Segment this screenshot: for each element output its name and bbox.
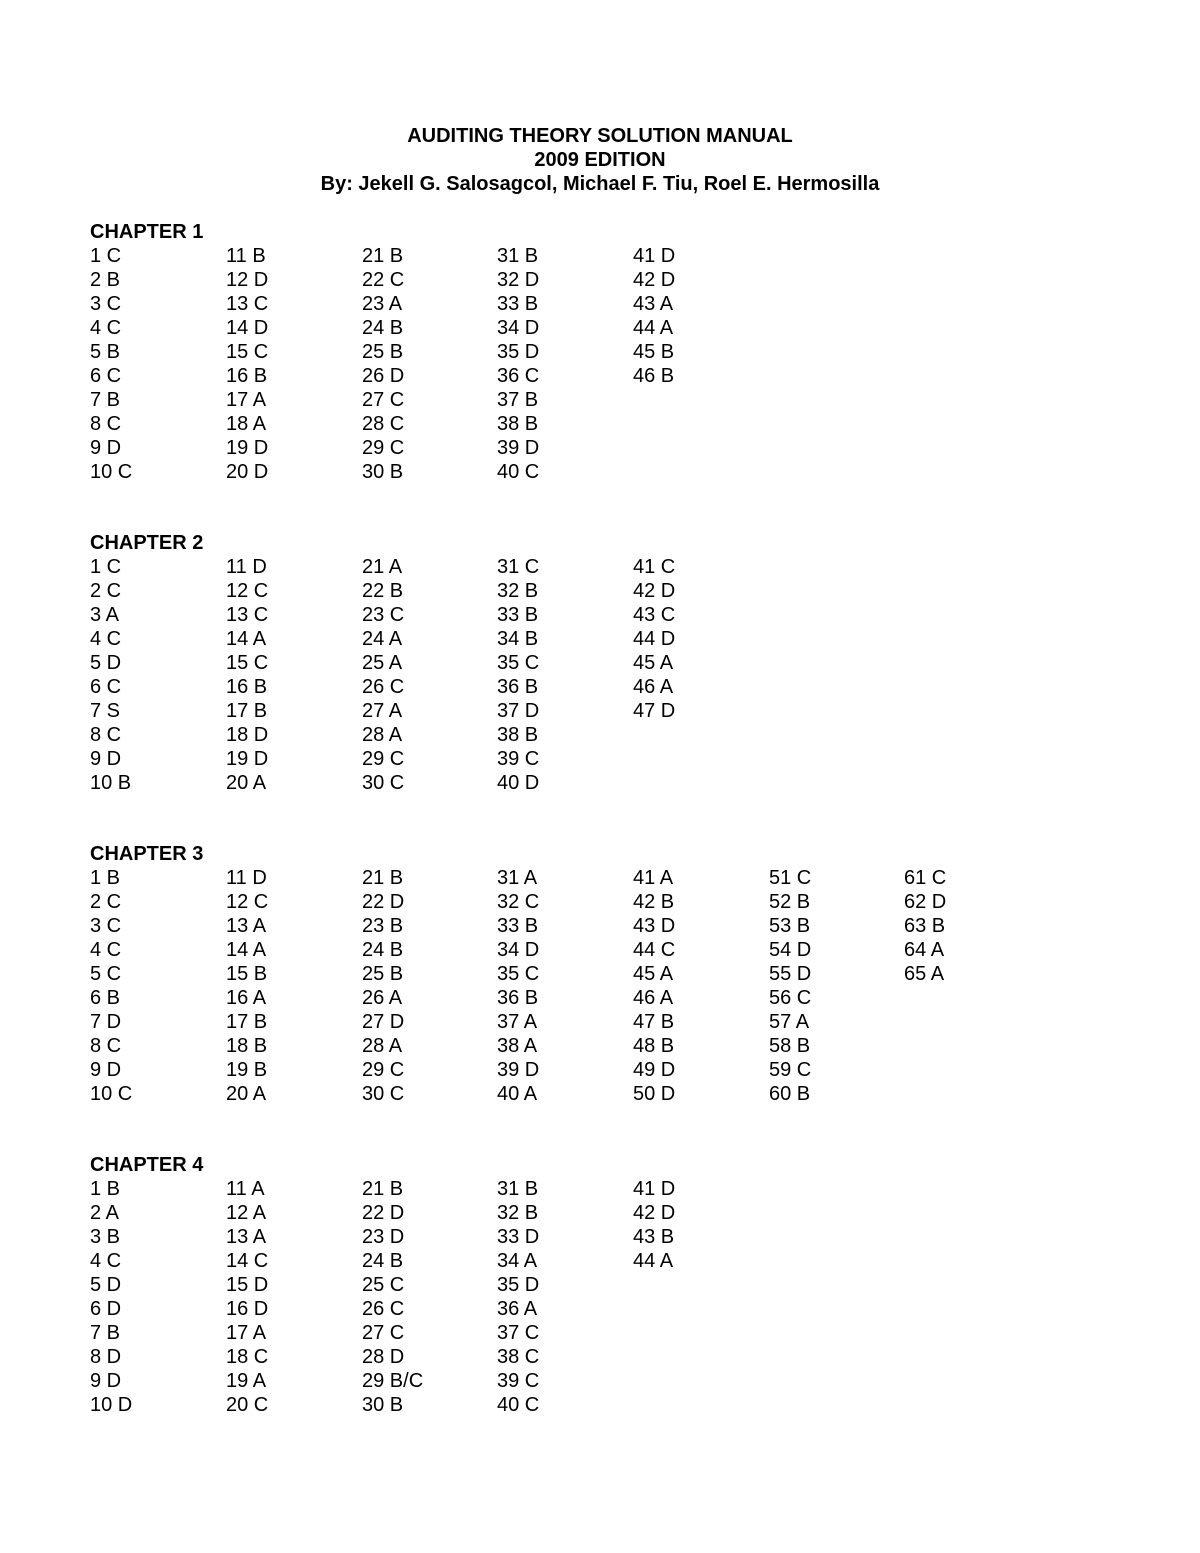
answer-entry: 11 B	[226, 245, 266, 267]
answer-entry: 1 B	[90, 1178, 121, 1200]
answer-entry: 33 D	[497, 1226, 540, 1248]
answer-entry: 16 D	[226, 1298, 269, 1320]
answer-entry: 35 D	[497, 341, 540, 363]
answer-entry: 32 D	[497, 269, 540, 291]
answer-entry: 22 B	[362, 580, 404, 602]
answer-entry: 30 B	[362, 461, 404, 483]
answer-entry: 18 A	[226, 413, 267, 435]
answer-entry: 11 D	[226, 556, 267, 578]
answer-entry: 15 D	[226, 1274, 269, 1296]
answer-entry: 16 A	[226, 987, 267, 1009]
answer-columns	[90, 555, 676, 795]
answer-entry: 7 B	[90, 1322, 121, 1344]
answer-entry: 41 A	[633, 867, 674, 889]
answer-entry: 35 D	[497, 1274, 540, 1296]
answer-entry: 31 B	[497, 1178, 539, 1200]
answer-entry: 35 C	[497, 652, 540, 674]
answer-column	[362, 244, 482, 484]
answer-entry: 31 C	[497, 556, 540, 578]
answer-entry: 45 B	[633, 341, 675, 363]
answer-column	[633, 1177, 753, 1273]
answer-entry: 24 B	[362, 939, 404, 961]
answer-entry: 30 C	[362, 1083, 405, 1105]
answer-entry: 10 C	[90, 1083, 133, 1105]
answer-entry: 8 C	[90, 413, 122, 435]
answer-entry: 43 C	[633, 604, 676, 626]
answer-entry: 56 C	[769, 987, 812, 1009]
answer-entry: 2 C	[90, 580, 122, 602]
answer-entry: 5 D	[90, 652, 122, 674]
answer-column	[633, 244, 753, 388]
answer-entry: 36 B	[497, 987, 539, 1009]
answer-entry: 19 D	[226, 748, 269, 770]
answer-entry: 43 B	[633, 1226, 675, 1248]
chapter-block	[90, 531, 676, 795]
answer-entry: 26 C	[362, 1298, 405, 1320]
answer-entry: 49 D	[633, 1059, 676, 1081]
answer-entry: 22 C	[362, 269, 405, 291]
answer-entry: 14 A	[226, 939, 267, 961]
answer-entry: 50 D	[633, 1083, 676, 1105]
answer-entry: 12 C	[226, 580, 269, 602]
answer-entry: 30 C	[362, 772, 405, 794]
answer-entry: 48 B	[633, 1035, 675, 1057]
answer-entry: 28 C	[362, 413, 405, 435]
answer-column	[90, 866, 210, 1106]
chapter-title: CHAPTER 2	[90, 532, 204, 554]
answer-entry: 24 B	[362, 1250, 404, 1272]
answer-entry: 17 A	[226, 389, 267, 411]
answer-entry: 27 C	[362, 389, 405, 411]
answer-entry: 13 A	[226, 1226, 267, 1248]
answer-entry: 45 A	[633, 963, 674, 985]
answer-entry: 65 A	[904, 963, 945, 985]
answer-entry: 10 B	[90, 772, 132, 794]
answer-entry: 13 A	[226, 915, 267, 937]
answer-entry: 37 D	[497, 700, 540, 722]
answer-entry: 17 B	[226, 1011, 268, 1033]
answer-entry: 41 C	[633, 556, 676, 578]
answer-entry: 3 C	[90, 293, 122, 315]
answer-entry: 44 A	[633, 317, 674, 339]
answer-entry: 42 D	[633, 1202, 676, 1224]
answer-columns	[90, 244, 676, 484]
answer-entry: 22 D	[362, 891, 405, 913]
answer-column	[226, 244, 346, 484]
answer-entry: 19 B	[226, 1059, 268, 1081]
answer-column	[633, 866, 753, 1106]
chapter-block	[90, 220, 676, 484]
answer-entry: 37 A	[497, 1011, 538, 1033]
answer-entry: 61 C	[904, 867, 947, 889]
answer-entry: 23 C	[362, 604, 405, 626]
answer-entry: 8 C	[90, 724, 122, 746]
answer-entry: 41 D	[633, 1178, 676, 1200]
answer-entry: 34 B	[497, 628, 539, 650]
answer-entry: 52 B	[769, 891, 811, 913]
answer-entry: 23 A	[362, 293, 403, 315]
answer-entry: 26 D	[362, 365, 405, 387]
answer-entry: 62 D	[904, 891, 947, 913]
answer-entry: 42 D	[633, 580, 676, 602]
answer-entry: 17 A	[226, 1322, 267, 1344]
answer-entry: 45 A	[633, 652, 674, 674]
answer-entry: 28 A	[362, 724, 403, 746]
answer-entry: 28 D	[362, 1346, 405, 1368]
chapter-title: CHAPTER 4	[90, 1154, 204, 1176]
answer-entry: 31 A	[497, 867, 538, 889]
answer-entry: 7 D	[90, 1011, 122, 1033]
answer-entry: 42 D	[633, 269, 676, 291]
answer-entry: 55 D	[769, 963, 812, 985]
answer-entry: 36 B	[497, 676, 539, 698]
answer-column	[497, 244, 617, 484]
answer-entry: 19 D	[226, 437, 269, 459]
answer-columns	[90, 866, 947, 1106]
answer-entry: 29 B/C	[362, 1370, 424, 1392]
answer-entry: 54 D	[769, 939, 812, 961]
answer-entry: 60 B	[769, 1083, 811, 1105]
answer-entry: 12 D	[226, 269, 269, 291]
answer-entry: 17 B	[226, 700, 268, 722]
answer-entry: 33 B	[497, 915, 539, 937]
answer-entry: 27 C	[362, 1322, 405, 1344]
answer-entry: 63 B	[904, 915, 946, 937]
answer-column	[90, 555, 210, 795]
answer-entry: 9 D	[90, 748, 122, 770]
answer-entry: 29 C	[362, 748, 405, 770]
answer-entry: 38 A	[497, 1035, 538, 1057]
answer-entry: 38 B	[497, 413, 539, 435]
answer-entry: 25 C	[362, 1274, 405, 1296]
answer-entry: 29 C	[362, 1059, 405, 1081]
answer-entry: 2 C	[90, 891, 122, 913]
answer-entry: 36 C	[497, 365, 540, 387]
answer-entry: 10 D	[90, 1394, 133, 1416]
answer-entry: 38 B	[497, 724, 539, 746]
answer-entry: 4 C	[90, 628, 122, 650]
answer-entry: 5 B	[90, 341, 121, 363]
answer-entry: 33 B	[497, 604, 539, 626]
answer-entry: 16 B	[226, 365, 268, 387]
document-edition: 2009 EDITION	[534, 149, 666, 171]
answer-columns	[90, 1177, 676, 1417]
answer-column	[362, 1177, 482, 1417]
answer-entry: 1 B	[90, 867, 121, 889]
answer-entry: 7 B	[90, 389, 121, 411]
answer-entry: 21 B	[362, 867, 404, 889]
answer-entry: 38 C	[497, 1346, 540, 1368]
answer-entry: 39 C	[497, 748, 540, 770]
answer-entry: 47 B	[633, 1011, 675, 1033]
answer-entry: 5 D	[90, 1274, 122, 1296]
answer-entry: 12 A	[226, 1202, 267, 1224]
answer-column	[362, 866, 482, 1106]
answer-entry: 25 A	[362, 652, 403, 674]
answer-entry: 47 D	[633, 700, 676, 722]
answer-entry: 3 B	[90, 1226, 121, 1248]
answer-entry: 13 C	[226, 293, 269, 315]
answer-entry: 31 B	[497, 245, 539, 267]
answer-entry: 40 A	[497, 1083, 538, 1105]
answer-entry: 3 A	[90, 604, 119, 626]
answer-entry: 32 B	[497, 580, 539, 602]
answer-entry: 37 C	[497, 1322, 540, 1344]
chapter-block	[90, 842, 947, 1106]
answer-entry: 40 D	[497, 772, 540, 794]
answer-column	[90, 244, 210, 484]
answer-entry: 22 D	[362, 1202, 405, 1224]
answer-entry: 18 C	[226, 1346, 269, 1368]
answer-column	[497, 866, 617, 1106]
answer-entry: 25 B	[362, 963, 404, 985]
answer-entry: 30 B	[362, 1394, 404, 1416]
answer-entry: 53 B	[769, 915, 811, 937]
answer-entry: 41 D	[633, 245, 676, 267]
answer-entry: 39 D	[497, 1059, 540, 1081]
answer-column	[497, 555, 617, 795]
answer-entry: 44 D	[633, 628, 676, 650]
answer-column	[633, 555, 753, 723]
answer-entry: 20 A	[226, 772, 267, 794]
answer-entry: 6 D	[90, 1298, 122, 1320]
answer-column	[497, 1177, 617, 1417]
answer-column	[226, 555, 346, 795]
answer-entry: 24 B	[362, 317, 404, 339]
answer-entry: 2 B	[90, 269, 121, 291]
answer-entry: 23 B	[362, 915, 404, 937]
answer-entry: 2 A	[90, 1202, 119, 1224]
answer-entry: 15 C	[226, 652, 269, 674]
answer-column	[769, 866, 889, 1106]
answer-entry: 36 A	[497, 1298, 538, 1320]
answer-entry: 18 D	[226, 724, 269, 746]
answer-column	[226, 1177, 346, 1417]
answer-entry: 11 D	[226, 867, 267, 889]
answer-entry: 33 B	[497, 293, 539, 315]
answer-entry: 15 C	[226, 341, 269, 363]
answer-entry: 4 C	[90, 939, 122, 961]
answer-entry: 46 B	[633, 365, 675, 387]
answer-entry: 40 C	[497, 1394, 540, 1416]
answer-entry: 19 A	[226, 1370, 267, 1392]
chapter-title: CHAPTER 3	[90, 843, 204, 865]
answer-entry: 39 D	[497, 437, 540, 459]
answer-entry: 14 C	[226, 1250, 269, 1272]
answer-column	[226, 866, 346, 1106]
answer-entry: 21 B	[362, 1178, 404, 1200]
answer-entry: 44 C	[633, 939, 676, 961]
answer-entry: 35 C	[497, 963, 540, 985]
answer-entry: 6 C	[90, 676, 122, 698]
answer-entry: 37 B	[497, 389, 539, 411]
answer-entry: 21 B	[362, 245, 404, 267]
answer-column	[362, 555, 482, 795]
answer-entry: 4 C	[90, 1250, 122, 1272]
answer-entry: 43 D	[633, 915, 676, 937]
answer-entry: 58 B	[769, 1035, 811, 1057]
answer-entry: 29 C	[362, 437, 405, 459]
answer-entry: 28 A	[362, 1035, 403, 1057]
answer-entry: 10 C	[90, 461, 133, 483]
document-title: AUDITING THEORY SOLUTION MANUAL	[407, 125, 793, 147]
answer-entry: 20 A	[226, 1083, 267, 1105]
answer-entry: 12 C	[226, 891, 269, 913]
answer-entry: 14 D	[226, 317, 269, 339]
answer-entry: 20 D	[226, 461, 269, 483]
answer-entry: 6 B	[90, 987, 121, 1009]
answer-entry: 21 A	[362, 556, 403, 578]
answer-entry: 34 D	[497, 939, 540, 961]
answer-entry: 46 A	[633, 676, 674, 698]
answer-entry: 24 A	[362, 628, 403, 650]
answer-entry: 11 A	[226, 1178, 265, 1200]
answer-entry: 1 C	[90, 556, 122, 578]
answer-entry: 5 C	[90, 963, 122, 985]
answer-entry: 1 C	[90, 245, 122, 267]
answer-entry: 14 A	[226, 628, 267, 650]
answer-entry: 46 A	[633, 987, 674, 1009]
answer-entry: 13 C	[226, 604, 269, 626]
answer-entry: 27 A	[362, 700, 403, 722]
answer-entry: 34 A	[497, 1250, 538, 1272]
answer-column	[90, 1177, 210, 1417]
answer-entry: 59 C	[769, 1059, 812, 1081]
answer-entry: 23 D	[362, 1226, 405, 1248]
answer-entry: 44 A	[633, 1250, 674, 1272]
answer-entry: 6 C	[90, 365, 122, 387]
answer-entry: 8 D	[90, 1346, 122, 1368]
answer-entry: 39 C	[497, 1370, 540, 1392]
answer-entry: 15 B	[226, 963, 268, 985]
answer-entry: 26 C	[362, 676, 405, 698]
answer-column	[904, 866, 1024, 986]
answer-entry: 9 D	[90, 437, 122, 459]
answer-entry: 9 D	[90, 1059, 122, 1081]
answer-entry: 18 B	[226, 1035, 268, 1057]
answer-entry: 51 C	[769, 867, 812, 889]
answer-entry: 43 A	[633, 293, 674, 315]
answer-entry: 27 D	[362, 1011, 405, 1033]
answer-entry: 7 S	[90, 700, 121, 722]
answer-entry: 42 B	[633, 891, 675, 913]
answer-entry: 3 C	[90, 915, 122, 937]
answer-entry: 20 C	[226, 1394, 269, 1416]
answer-entry: 25 B	[362, 341, 404, 363]
answer-entry: 57 A	[769, 1011, 810, 1033]
answer-entry: 26 A	[362, 987, 403, 1009]
answer-entry: 34 D	[497, 317, 540, 339]
answer-entry: 4 C	[90, 317, 122, 339]
answer-entry: 64 A	[904, 939, 945, 961]
chapter-block	[90, 1153, 676, 1417]
document-header	[0, 124, 1200, 196]
answer-entry: 40 C	[497, 461, 540, 483]
chapter-title: CHAPTER 1	[90, 221, 204, 243]
answer-entry: 32 C	[497, 891, 540, 913]
answer-entry: 8 C	[90, 1035, 122, 1057]
answer-entry: 32 B	[497, 1202, 539, 1224]
document-authors: By: Jekell G. Salosagcol, Michael F. Tiu, Roel E. Hermosilla	[320, 173, 880, 195]
answer-entry: 9 D	[90, 1370, 122, 1392]
answer-entry: 16 B	[226, 676, 268, 698]
